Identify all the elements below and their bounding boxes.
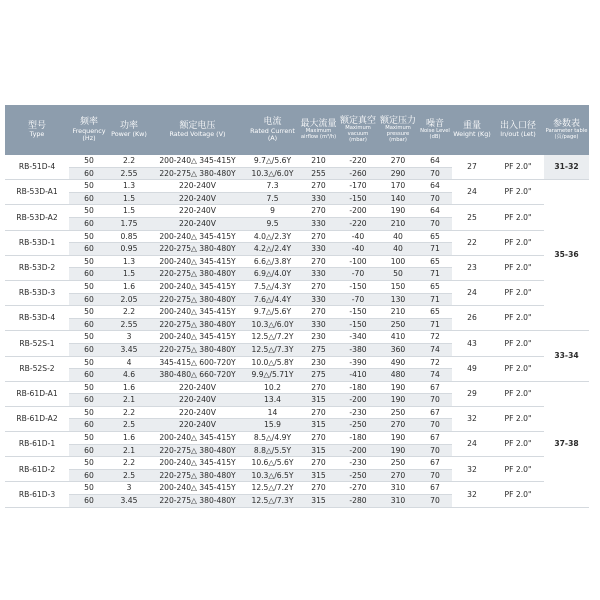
page-reference-cell: 37-38 <box>544 381 589 507</box>
pressure-cell: 310 <box>378 482 418 495</box>
port-size-cell: PF 2.0" <box>492 331 544 356</box>
power-cell: 4 <box>109 356 149 369</box>
frequency-cell: 50 <box>69 457 109 470</box>
noise-cell: 72 <box>418 356 452 369</box>
frequency-cell: 60 <box>69 243 109 256</box>
vacuum-cell: -40 <box>338 243 378 256</box>
model-type-cell: RB-53D-4 <box>5 306 69 331</box>
port-size-cell: PF 2.0" <box>492 457 544 482</box>
parameter-table <box>5 105 589 508</box>
voltage-cell: 220-240V <box>149 217 246 230</box>
power-cell: 2.1 <box>109 394 149 407</box>
pressure-cell: 290 <box>378 167 418 180</box>
model-type-cell: RB-61D-1 <box>5 432 69 457</box>
noise-cell: 74 <box>418 343 452 356</box>
frequency-cell: 60 <box>69 369 109 382</box>
header-parameter-table: 参数表 Parameter table (页/page) <box>544 105 589 155</box>
power-cell: 2.5 <box>109 469 149 482</box>
model-type-cell: RB-61D-A2 <box>5 406 69 431</box>
airflow-cell: 315 <box>299 394 338 407</box>
power-cell: 3 <box>109 482 149 495</box>
current-cell: 9.7△/5.6Y <box>246 155 299 167</box>
frequency-cell: 60 <box>69 217 109 230</box>
vacuum-cell: -200 <box>338 205 378 218</box>
voltage-cell: 220-275△ 380-480Y <box>149 469 246 482</box>
noise-cell: 71 <box>418 293 452 306</box>
voltage-cell: 380-480△ 660-720Y <box>149 369 246 382</box>
port-size-cell: PF 2.0" <box>492 306 544 331</box>
model-type-cell: RB-61D-2 <box>5 457 69 482</box>
power-cell: 3.45 <box>109 343 149 356</box>
table-row <box>5 180 589 193</box>
model-type-cell: RB-53D-A1 <box>5 180 69 205</box>
vacuum-cell: -250 <box>338 419 378 432</box>
noise-cell: 70 <box>418 444 452 457</box>
voltage-cell: 200-240△ 345-415Y <box>149 306 246 319</box>
frequency-cell: 50 <box>69 356 109 369</box>
power-cell: 2.5 <box>109 419 149 432</box>
frequency-cell: 50 <box>69 230 109 243</box>
power-cell: 2.2 <box>109 406 149 419</box>
voltage-cell: 200-240△ 345-415Y <box>149 482 246 495</box>
power-cell: 1.5 <box>109 205 149 218</box>
current-cell: 10.3△/6.0Y <box>246 318 299 331</box>
power-cell: 1.5 <box>109 192 149 205</box>
header-in-out: 出入口径 In/out (Let) <box>492 105 544 155</box>
airflow-cell: 330 <box>299 268 338 281</box>
airflow-cell: 315 <box>299 495 338 508</box>
frequency-cell: 60 <box>69 167 109 180</box>
vacuum-cell: -200 <box>338 394 378 407</box>
weight-cell: 49 <box>452 356 492 381</box>
noise-cell: 71 <box>418 268 452 281</box>
port-size-cell: PF 2.0" <box>492 432 544 457</box>
pressure-cell: 270 <box>378 419 418 432</box>
noise-cell: 64 <box>418 155 452 167</box>
voltage-cell: 220-240V <box>149 419 246 432</box>
pressure-cell: 250 <box>378 406 418 419</box>
header-weight: 重量 Weight (Kg) <box>452 105 492 155</box>
frequency-cell: 50 <box>69 180 109 193</box>
pressure-cell: 50 <box>378 268 418 281</box>
model-type-cell: RB-52S-2 <box>5 356 69 381</box>
weight-cell: 32 <box>452 482 492 507</box>
pressure-cell: 190 <box>378 394 418 407</box>
airflow-cell: 230 <box>299 331 338 344</box>
power-cell: 1.6 <box>109 381 149 394</box>
power-cell: 4.6 <box>109 369 149 382</box>
frequency-cell: 50 <box>69 406 109 419</box>
pressure-cell: 480 <box>378 369 418 382</box>
table-row <box>5 280 589 293</box>
current-cell: 10.0△/5.8Y <box>246 356 299 369</box>
header-max-vacuum: 额定真空 Maximum vacuum (mbar) <box>338 105 378 155</box>
table-row <box>5 155 589 167</box>
voltage-cell: 220-275△ 380-480Y <box>149 293 246 306</box>
header-rated-current: 电流 Rated Current (A) <box>246 105 299 155</box>
vacuum-cell: -230 <box>338 406 378 419</box>
weight-cell: 26 <box>452 306 492 331</box>
port-size-cell: PF 2.0" <box>492 280 544 305</box>
noise-cell: 64 <box>418 180 452 193</box>
airflow-cell: 270 <box>299 280 338 293</box>
model-type-cell: RB-53D-1 <box>5 230 69 255</box>
airflow-cell: 270 <box>299 482 338 495</box>
airflow-cell: 270 <box>299 180 338 193</box>
header-rated-voltage: 额定电压 Rated Voltage (V) <box>149 105 246 155</box>
pressure-cell: 140 <box>378 192 418 205</box>
power-cell: 2.2 <box>109 457 149 470</box>
current-cell: 14 <box>246 406 299 419</box>
airflow-cell: 210 <box>299 155 338 167</box>
vacuum-cell: -230 <box>338 457 378 470</box>
weight-cell: 24 <box>452 180 492 205</box>
noise-cell: 67 <box>418 457 452 470</box>
frequency-cell: 60 <box>69 192 109 205</box>
voltage-cell: 220-275△ 380-480Y <box>149 318 246 331</box>
current-cell: 9.5 <box>246 217 299 230</box>
airflow-cell: 270 <box>299 306 338 319</box>
noise-cell: 70 <box>418 192 452 205</box>
current-cell: 13.4 <box>246 394 299 407</box>
vacuum-cell: -170 <box>338 180 378 193</box>
model-type-cell: RB-53D-3 <box>5 280 69 305</box>
vacuum-cell: -250 <box>338 469 378 482</box>
frequency-cell: 50 <box>69 482 109 495</box>
header-power: 功率 Power (Kw) <box>109 105 149 155</box>
frequency-cell: 60 <box>69 444 109 457</box>
airflow-cell: 330 <box>299 192 338 205</box>
header-max-airflow: 最大流量 Maximum airflow (m³/h) <box>299 105 338 155</box>
noise-cell: 65 <box>418 306 452 319</box>
frequency-cell: 50 <box>69 280 109 293</box>
power-cell: 2.55 <box>109 167 149 180</box>
weight-cell: 24 <box>452 280 492 305</box>
port-size-cell: PF 2.0" <box>492 406 544 431</box>
noise-cell: 65 <box>418 255 452 268</box>
power-cell: 3.45 <box>109 495 149 508</box>
model-type-cell: RB-53D-2 <box>5 255 69 280</box>
noise-cell: 70 <box>418 217 452 230</box>
noise-cell: 72 <box>418 331 452 344</box>
pressure-cell: 270 <box>378 469 418 482</box>
power-cell: 1.6 <box>109 432 149 445</box>
vacuum-cell: -280 <box>338 495 378 508</box>
port-size-cell: PF 2.0" <box>492 482 544 507</box>
current-cell: 6.9△/4.0Y <box>246 268 299 281</box>
noise-cell: 65 <box>418 280 452 293</box>
pressure-cell: 190 <box>378 444 418 457</box>
airflow-cell: 230 <box>299 356 338 369</box>
airflow-cell: 330 <box>299 318 338 331</box>
header-max-pressure: 额定压力 Maximum pressure (mbar) <box>378 105 418 155</box>
noise-cell: 70 <box>418 495 452 508</box>
pressure-cell: 270 <box>378 155 418 167</box>
model-type-cell: RB-52S-1 <box>5 331 69 356</box>
current-cell: 8.5△/4.9Y <box>246 432 299 445</box>
vacuum-cell: -390 <box>338 356 378 369</box>
table-row <box>5 331 589 344</box>
frequency-cell: 60 <box>69 268 109 281</box>
power-cell: 0.95 <box>109 243 149 256</box>
airflow-cell: 270 <box>299 432 338 445</box>
current-cell: 7.5△/4.3Y <box>246 280 299 293</box>
noise-cell: 67 <box>418 482 452 495</box>
table-body <box>5 155 589 507</box>
airflow-cell: 275 <box>299 343 338 356</box>
header-type: 型号 Type <box>5 105 69 155</box>
frequency-cell: 50 <box>69 306 109 319</box>
current-cell: 4.0△/2.3Y <box>246 230 299 243</box>
pressure-cell: 250 <box>378 457 418 470</box>
voltage-cell: 220-275△ 380-480Y <box>149 243 246 256</box>
vacuum-cell: -150 <box>338 192 378 205</box>
current-cell: 7.3 <box>246 180 299 193</box>
vacuum-cell: -150 <box>338 306 378 319</box>
noise-cell: 74 <box>418 369 452 382</box>
model-type-cell: RB-51D-4 <box>5 155 69 180</box>
page-reference-cell: 33-34 <box>544 331 589 381</box>
frequency-cell: 60 <box>69 293 109 306</box>
noise-cell: 71 <box>418 318 452 331</box>
pressure-cell: 40 <box>378 230 418 243</box>
table-row <box>5 432 589 445</box>
airflow-cell: 270 <box>299 230 338 243</box>
port-size-cell: PF 2.0" <box>492 180 544 205</box>
vacuum-cell: -150 <box>338 280 378 293</box>
power-cell: 1.6 <box>109 280 149 293</box>
noise-cell: 71 <box>418 243 452 256</box>
current-cell: 10.6△/5.6Y <box>246 457 299 470</box>
pressure-cell: 170 <box>378 180 418 193</box>
power-cell: 3 <box>109 331 149 344</box>
vacuum-cell: -380 <box>338 343 378 356</box>
voltage-cell: 200-240△ 345-415Y <box>149 331 246 344</box>
vacuum-cell: -410 <box>338 369 378 382</box>
frequency-cell: 60 <box>69 419 109 432</box>
power-cell: 1.5 <box>109 268 149 281</box>
voltage-cell: 200-240△ 345-415Y <box>149 280 246 293</box>
airflow-cell: 270 <box>299 457 338 470</box>
pressure-cell: 490 <box>378 356 418 369</box>
weight-cell: 29 <box>452 381 492 406</box>
power-cell: 2.55 <box>109 318 149 331</box>
current-cell: 7.5 <box>246 192 299 205</box>
airflow-cell: 270 <box>299 406 338 419</box>
pressure-cell: 150 <box>378 280 418 293</box>
current-cell: 10.3△/6.5Y <box>246 469 299 482</box>
vacuum-cell: -70 <box>338 293 378 306</box>
noise-cell: 67 <box>418 406 452 419</box>
weight-cell: 25 <box>452 205 492 230</box>
noise-cell: 70 <box>418 394 452 407</box>
weight-cell: 43 <box>452 331 492 356</box>
current-cell: 12.5△/7.3Y <box>246 343 299 356</box>
voltage-cell: 220-240V <box>149 192 246 205</box>
voltage-cell: 200-240△ 345-415Y <box>149 230 246 243</box>
current-cell: 12.5△/7.2Y <box>246 482 299 495</box>
power-cell: 2.05 <box>109 293 149 306</box>
voltage-cell: 220-240V <box>149 205 246 218</box>
current-cell: 10.2 <box>246 381 299 394</box>
airflow-cell: 315 <box>299 469 338 482</box>
port-size-cell: PF 2.0" <box>492 381 544 406</box>
airflow-cell: 330 <box>299 243 338 256</box>
current-cell: 12.5△/7.2Y <box>246 331 299 344</box>
vacuum-cell: -200 <box>338 444 378 457</box>
voltage-cell: 220-240V <box>149 180 246 193</box>
airflow-cell: 270 <box>299 205 338 218</box>
weight-cell: 32 <box>452 406 492 431</box>
port-size-cell: PF 2.0" <box>492 255 544 280</box>
vacuum-cell: -270 <box>338 482 378 495</box>
pressure-cell: 100 <box>378 255 418 268</box>
table-row <box>5 255 589 268</box>
voltage-cell: 220-275△ 380-480Y <box>149 343 246 356</box>
port-size-cell: PF 2.0" <box>492 356 544 381</box>
pressure-cell: 250 <box>378 318 418 331</box>
page-reference-cell: 31-32 <box>544 155 589 180</box>
frequency-cell: 50 <box>69 205 109 218</box>
current-cell: 12.5△/7.3Y <box>246 495 299 508</box>
model-type-cell: RB-61D-A1 <box>5 381 69 406</box>
noise-cell: 70 <box>418 469 452 482</box>
header-noise-level: 噪音 Noise Level (dB) <box>418 105 452 155</box>
pressure-cell: 210 <box>378 217 418 230</box>
current-cell: 6.6△/3.8Y <box>246 255 299 268</box>
frequency-cell: 60 <box>69 343 109 356</box>
current-cell: 9.9△/5.71Y <box>246 369 299 382</box>
frequency-cell: 60 <box>69 318 109 331</box>
pressure-cell: 190 <box>378 381 418 394</box>
power-cell: 2.2 <box>109 306 149 319</box>
page-reference-cell: 35-36 <box>544 180 589 331</box>
weight-cell: 27 <box>452 155 492 180</box>
header-row <box>5 105 589 155</box>
power-cell: 1.75 <box>109 217 149 230</box>
model-type-cell: RB-53D-A2 <box>5 205 69 230</box>
power-cell: 2.2 <box>109 155 149 167</box>
voltage-cell: 200-240△ 345-415Y <box>149 155 246 167</box>
voltage-cell: 200-240△ 345-415Y <box>149 457 246 470</box>
weight-cell: 23 <box>452 255 492 280</box>
pressure-cell: 190 <box>378 432 418 445</box>
voltage-cell: 220-275△ 380-480Y <box>149 167 246 180</box>
frequency-cell: 50 <box>69 155 109 167</box>
voltage-cell: 220-275△ 380-480Y <box>149 444 246 457</box>
noise-cell: 65 <box>418 230 452 243</box>
frequency-cell: 50 <box>69 432 109 445</box>
voltage-cell: 220-240V <box>149 381 246 394</box>
pressure-cell: 210 <box>378 306 418 319</box>
vacuum-cell: -40 <box>338 230 378 243</box>
noise-cell: 67 <box>418 381 452 394</box>
voltage-cell: 200-240△ 345-415Y <box>149 432 246 445</box>
table-row <box>5 381 589 394</box>
model-type-cell: RB-61D-3 <box>5 482 69 507</box>
frequency-cell: 50 <box>69 255 109 268</box>
current-cell: 9.7△/5.6Y <box>246 306 299 319</box>
frequency-cell: 50 <box>69 331 109 344</box>
airflow-cell: 315 <box>299 444 338 457</box>
current-cell: 7.6△/4.4Y <box>246 293 299 306</box>
port-size-cell: PF 2.0" <box>492 155 544 180</box>
vacuum-cell: -180 <box>338 432 378 445</box>
noise-cell: 70 <box>418 419 452 432</box>
voltage-cell: 345-415△ 600-720Y <box>149 356 246 369</box>
frequency-cell: 50 <box>69 381 109 394</box>
airflow-cell: 330 <box>299 217 338 230</box>
airflow-cell: 255 <box>299 167 338 180</box>
pressure-cell: 190 <box>378 205 418 218</box>
frequency-cell: 60 <box>69 394 109 407</box>
pressure-cell: 40 <box>378 243 418 256</box>
vacuum-cell: -340 <box>338 331 378 344</box>
current-cell: 9 <box>246 205 299 218</box>
pressure-cell: 410 <box>378 331 418 344</box>
noise-cell: 67 <box>418 432 452 445</box>
noise-cell: 70 <box>418 167 452 180</box>
pressure-cell: 360 <box>378 343 418 356</box>
current-cell: 8.8△/5.5Y <box>246 444 299 457</box>
pressure-cell: 130 <box>378 293 418 306</box>
power-cell: 0.85 <box>109 230 149 243</box>
voltage-cell: 220-240V <box>149 394 246 407</box>
frequency-cell: 60 <box>69 495 109 508</box>
voltage-cell: 220-275△ 380-480Y <box>149 495 246 508</box>
power-cell: 1.3 <box>109 180 149 193</box>
voltage-cell: 220-275△ 380-480Y <box>149 268 246 281</box>
airflow-cell: 270 <box>299 381 338 394</box>
vacuum-cell: -260 <box>338 167 378 180</box>
vacuum-cell: -220 <box>338 217 378 230</box>
noise-cell: 64 <box>418 205 452 218</box>
airflow-cell: 315 <box>299 419 338 432</box>
table-row <box>5 406 589 419</box>
weight-cell: 32 <box>452 457 492 482</box>
header-frequency: 频率 Frequency (Hz) <box>69 105 109 155</box>
current-cell: 15.9 <box>246 419 299 432</box>
table-row <box>5 457 589 470</box>
pressure-cell: 310 <box>378 495 418 508</box>
table-row <box>5 306 589 319</box>
voltage-cell: 200-240△ 345-415Y <box>149 255 246 268</box>
vacuum-cell: -220 <box>338 155 378 167</box>
vacuum-cell: -70 <box>338 268 378 281</box>
airflow-cell: 270 <box>299 255 338 268</box>
power-cell: 2.1 <box>109 444 149 457</box>
voltage-cell: 220-240V <box>149 406 246 419</box>
weight-cell: 22 <box>452 230 492 255</box>
port-size-cell: PF 2.0" <box>492 230 544 255</box>
current-cell: 4.2△/2.4Y <box>246 243 299 256</box>
vacuum-cell: -150 <box>338 318 378 331</box>
table-row <box>5 482 589 495</box>
airflow-cell: 330 <box>299 293 338 306</box>
table-row <box>5 230 589 243</box>
weight-cell: 24 <box>452 432 492 457</box>
table-row <box>5 356 589 369</box>
port-size-cell: PF 2.0" <box>492 205 544 230</box>
table-row <box>5 205 589 218</box>
airflow-cell: 275 <box>299 369 338 382</box>
vacuum-cell: -100 <box>338 255 378 268</box>
vacuum-cell: -180 <box>338 381 378 394</box>
frequency-cell: 60 <box>69 469 109 482</box>
power-cell: 1.3 <box>109 255 149 268</box>
current-cell: 10.3△/6.0Y <box>246 167 299 180</box>
